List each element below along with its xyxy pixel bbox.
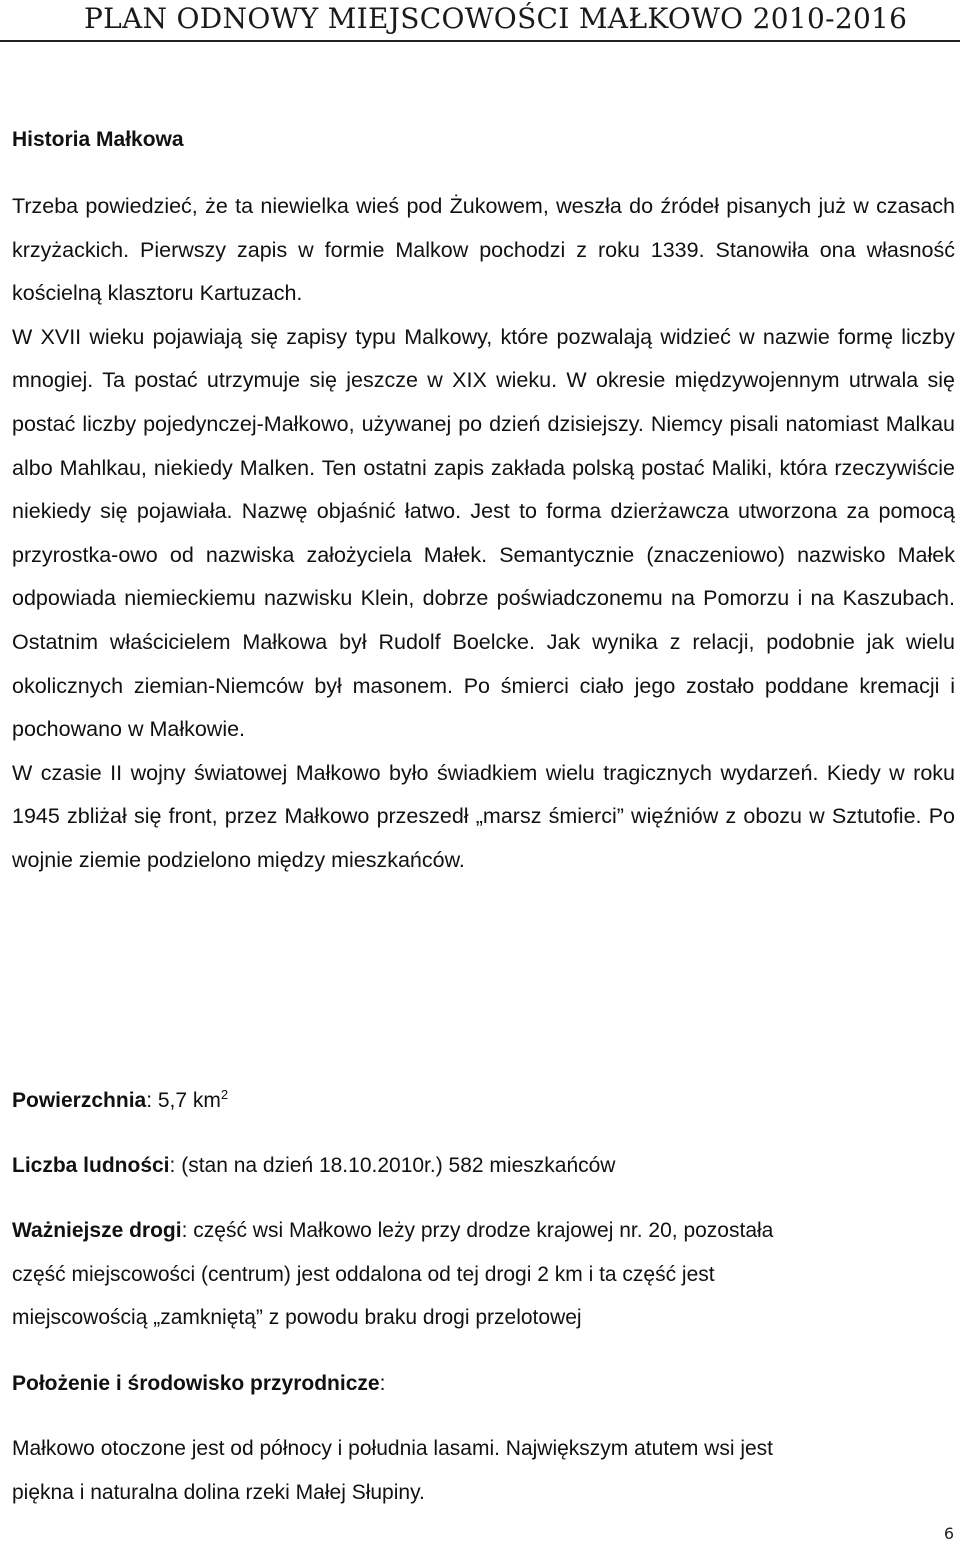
population-label: Liczba ludności — [12, 1154, 170, 1177]
history-paragraph-2: W XVII wieku pojawiają się zapisy typu Malkowy, które pozwalają widzieć w nazwie formę liczby mnogiej. Ta postać utrzymuje się jeszcze w XIX wieku. W okresie międzywojennym utrwala się postać liczby pojedynczej-Małkowo, używanej po dzień dzisiejszy. Niemcy pisali natomiast Malkau albo Mahlkau, niekiedy Malken. Ten ostatni zapis zakłada polską postać Maliki, która rzeczywiście niekiedy się pojawiała. Nazwę objaśnić łatwo. Jest to forma dzierżawcza utworzona za pomocą przyrostka-owo od nazwiska założyciela Małek. Semantycznie (znaczeniowo) nazwisko Małek odpowiada niemieckiemu nazwisku Klein, dobrze poświadczonemu na Pomorzu i na Kaszubach. Ostatnim właścicielem Małkowa był Rudolf Boelcke. Jak wynika z relacji, podobnie jak wielu okolicznych ziemian-Niemców był masonem. Po śmierci ciało jego zostało poddane kremacji i pochowano w Małkowie. — [12, 324, 955, 742]
area-value: : 5,7 km — [146, 1089, 221, 1112]
area-fact — [12, 1079, 952, 1123]
environment-text — [12, 1427, 952, 1514]
area-label: Powierzchnia — [12, 1089, 147, 1112]
environment-text-line-2: piękna i naturalna dolina rzeki Małej Słupiny. — [12, 1480, 425, 1504]
history-paragraph-3: W czasie II wojny światowej Małkowo było świadkiem wielu tragicznych wydarzeń. Kiedy w roku 1945 zbliżał się front, przez Małkowo przeszedł „marsz śmierci” więźniów z obozu w Sztutofie. Po wojnie ziemie podzielono między mieszkańców. — [12, 760, 955, 872]
environment-text-line-1: Małkowo otoczone jest od północy i południa lasami. Największym atutem wsi jest — [12, 1437, 774, 1460]
roads-value-line-2: część miejscowości (centrum) jest oddalona od tej drogi 2 km i ta część jest — [12, 1262, 715, 1286]
roads-label: Ważniejsze drogi — [12, 1219, 182, 1242]
population-fact — [12, 1144, 952, 1188]
environment-fact — [12, 1362, 952, 1406]
history-paragraph-1: Trzeba powiedzieć, że ta niewielka wieś pod Żukowem, weszła do źródeł pisanych już w czasach krzyżackich. Pierwszy zapis w formie Malkow pochodzi z roku 1339. Stanowiła ona własność kościelną klasztoru Kartuzach. — [12, 194, 955, 306]
roads-fact — [12, 1209, 952, 1340]
roads-value-line-3: miejscowością „zamkniętą” z powodu braku drogi przelotowej — [12, 1306, 582, 1330]
section-heading: Historia Małkowa — [12, 128, 184, 151]
roads-value-line-1: : część wsi Małkowo leży przy drodze krajowej nr. 20, pozostała — [181, 1219, 774, 1242]
environment-colon: : — [379, 1372, 386, 1395]
document-title: PLAN ODNOWY MIEJSCOWOŚCI MAŁKOWO 2010-2016 — [84, 2, 908, 35]
history-body — [12, 185, 955, 883]
page-number: 6 — [943, 1524, 954, 1543]
header-divider — [0, 40, 960, 42]
environment-label: Położenie i środowisko przyrodnicze — [12, 1372, 380, 1395]
population-value: : (stan na dzień 18.10.2010r.) 582 mieszkańców — [169, 1154, 616, 1177]
area-unit-superscript: 2 — [220, 1087, 229, 1102]
page-header — [0, 0, 960, 44]
